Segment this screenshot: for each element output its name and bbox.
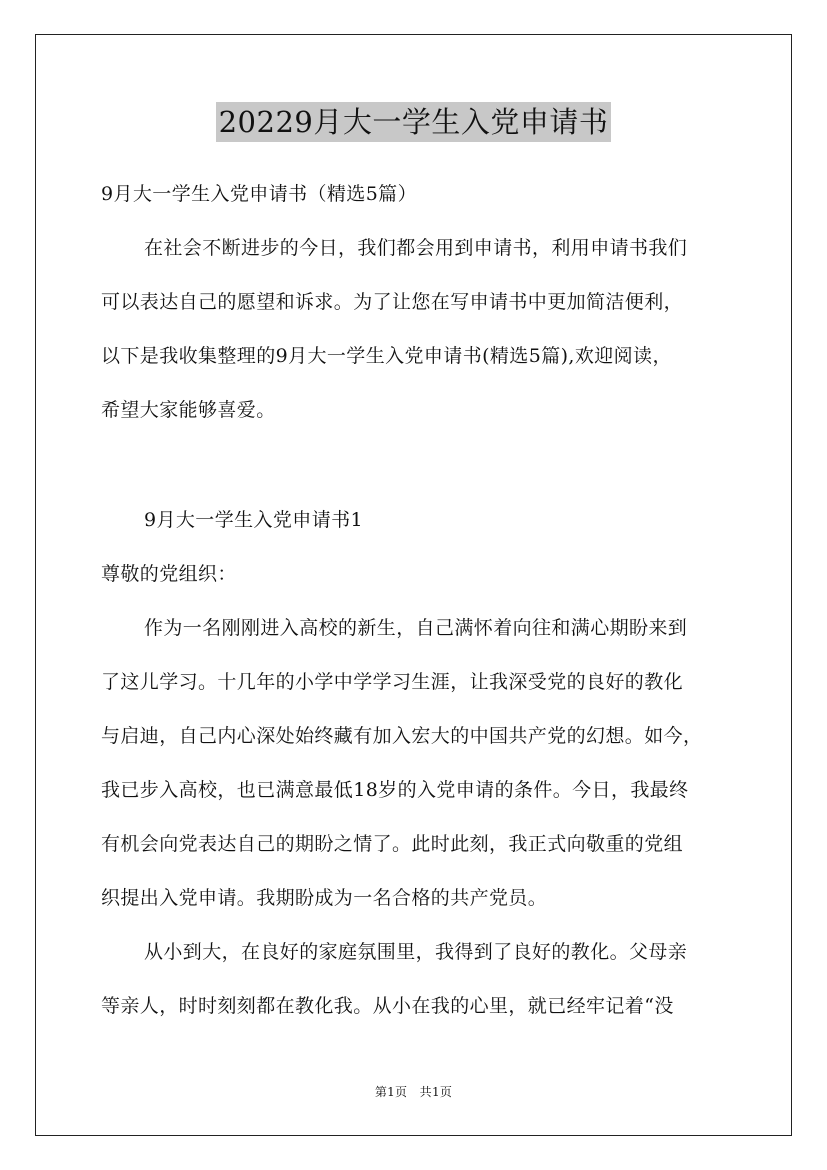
document-subtitle: 9月大一学生入党申请书（精选5篇） — [101, 183, 417, 205]
paragraph-line: 与启迪，自己内心深处始终藏有加入宏大的中国共产党的幻想。如今， — [101, 725, 703, 747]
salutation: 尊敬的党组织： — [101, 563, 237, 585]
intro-line: 可以表达自己的愿望和诉求。为了让您在写申请书中更加简洁便利， — [101, 291, 684, 313]
paragraph-line: 作为一名刚刚进入高校的新生，自己满怀着向往和满心期盼来到 — [144, 617, 688, 639]
paragraph-line: 了这儿学习。十几年的小学中学学习生涯，让我深受党的良好的教化 — [101, 671, 684, 693]
intro-line: 以下是我收集整理的9月大一学生入党申请书(精选5篇),欢迎阅读， — [101, 345, 672, 367]
section-heading: 9月大一学生入党申请书1 — [144, 509, 363, 531]
intro-line: 希望大家能够喜爱。 — [101, 399, 276, 421]
paragraph-line: 织提出入党申请。我期盼成为一名合格的共产党员。 — [101, 887, 548, 909]
paragraph-line: 等亲人，时时刻刻都在教化我。从小在我的心里，就已经牢记着“没 — [101, 995, 674, 1017]
paragraph-line: 我已步入高校，也已满意最低18岁的入党申请的条件。今日，我最终 — [101, 779, 689, 801]
paragraph-line: 从小到大，在良好的家庭氛围里，我得到了良好的教化。父母亲 — [144, 941, 688, 963]
document-title: 20229月大一学生入党申请书 — [216, 102, 612, 142]
page-number-footer: 第1页 共1页 — [374, 1085, 453, 1099]
title-container — [0, 102, 827, 142]
intro-line: 在社会不断进步的今日，我们都会用到申请书，利用申请书我们 — [144, 237, 688, 259]
paragraph-line: 有机会向党表达自己的期盼之情了。此时此刻，我正式向敬重的党组 — [101, 833, 684, 855]
